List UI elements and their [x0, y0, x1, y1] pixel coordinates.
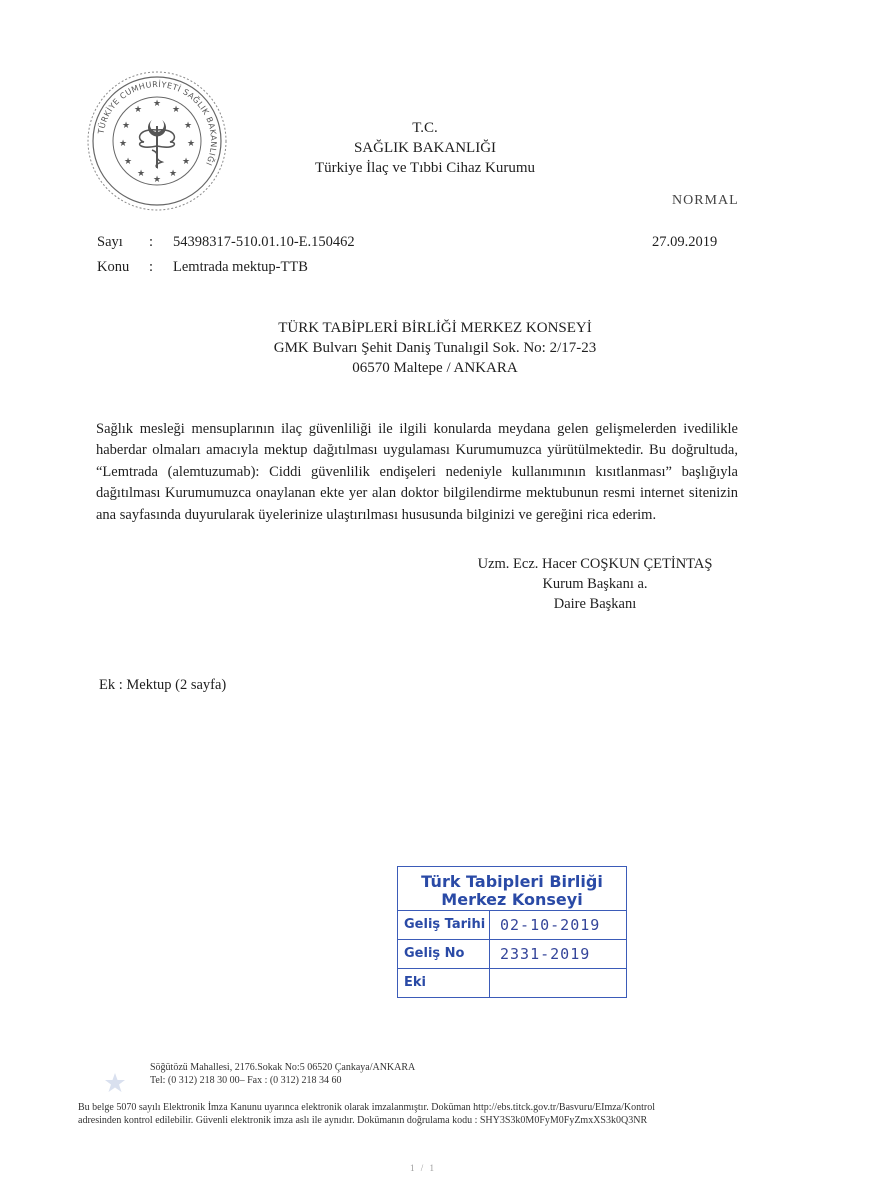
footer-address: Söğütözü Mahallesi, 2176.Sokak No:5 06520 Çankaya/ANKARA — [150, 1062, 416, 1073]
stamp-title-line1: Türk Tabipleri Birliği — [421, 872, 603, 891]
svg-text:★: ★ — [136, 169, 146, 179]
stamp-date-label: Geliş Tarihi — [398, 911, 490, 939]
sayi-separator: : — [149, 234, 154, 250]
recipient-street: GMK Bulvarı Şehit Daniş Tunalıgil Sok. No: 2/17-23 — [273, 340, 597, 356]
svg-text:★: ★ — [181, 157, 191, 167]
letterhead — [260, 118, 590, 178]
header-agency: Türkiye İlaç ve Tıbbi Cihaz Kurumu — [314, 160, 536, 176]
sayi-value: 54398317-510.01.10-E.150462 — [173, 234, 355, 250]
signatory-department: Daire Başkanı — [553, 596, 637, 612]
svg-text:★: ★ — [133, 105, 143, 115]
document-date: 27.09.2019 — [652, 234, 718, 250]
svg-text:★: ★ — [152, 175, 162, 185]
recipient-block — [220, 318, 650, 378]
sayi-label: Sayı — [97, 234, 123, 250]
stamp-row — [398, 969, 626, 997]
letter-body: Sağlık mesleği mensuplarının ilaç güvenliliği ile ilgili konularda meydana gelen gelişmelerden ivedilikle haberdar olmaları amacıyla mektup dağıtılması uygulaması Kurumumuzca yürütülmektedir. Bu doğrultuda, “Lemtrada (alemtuzumab): Ciddi güvenlilik endişeleri nedeniyle kullanımının kısıtlanması” başlığıyla dağıtılması Kurumumuzca onaylanan ekte yer alan doktor bilgilendirme mektubunun resmi internet sitenizin ana sayfasında duyurularak üyelerinize ulaştırılması hususunda bilginizi ve gereğini rica ederim. — [96, 421, 738, 523]
konu-value: Lemtrada mektup-TTB — [173, 259, 308, 275]
stamp-attachment-label: Eki — [398, 969, 490, 997]
svg-text:★: ★ — [186, 139, 196, 149]
stamp-number-value: 2331-2019 — [500, 945, 591, 963]
svg-text:★: ★ — [118, 139, 128, 149]
signatory-name: Uzm. Ecz. Hacer COŞKUN ÇETİNTAŞ — [477, 556, 713, 572]
svg-text:★: ★ — [123, 157, 133, 167]
stamp-title — [398, 867, 626, 911]
konu-label: Konu — [97, 259, 130, 275]
konu-row — [97, 259, 308, 276]
stamp-row — [398, 940, 626, 969]
svg-text:★: ★ — [183, 121, 193, 131]
seal-ring-text: TÜRKİYE CUMHURİYETİ SAĞLIK BAKANLIĞI — [96, 79, 219, 168]
header-ministry: SAĞLIK BAKANLIĞI — [353, 140, 497, 156]
received-stamp — [397, 866, 627, 998]
stamp-row — [398, 911, 626, 940]
signature-block — [430, 554, 760, 614]
footer-note-line2: adresinden kontrol edilebilir. Güvenli elektronik imza aslı ile aynıdır. Dokümanın doğrulama kodu : SHY3S3k0M0FyM0FyZmxXS3k0Q3NR — [78, 1115, 648, 1126]
recipient-name: TÜRK TABİPLERİ BİRLİĞİ MERKEZ KONSEYİ — [278, 320, 592, 336]
footer-note-line1: Bu belge 5070 sayılı Elektronik İmza Kanunu uyarınca elektronik olarak imzalanmıştır. Doküman http://ebs.titck.gov.tr/Basvuru/EImza/Kontrol — [78, 1102, 655, 1113]
stamp-number-label: Geliş No — [398, 940, 490, 968]
konu-separator: : — [149, 259, 154, 275]
footer-phone: Tel: (0 312) 218 30 00– Fax : (0 312) 218 34 60 — [150, 1075, 342, 1086]
svg-text:★: ★ — [171, 105, 181, 115]
signatory-title: Kurum Başkanı a. — [542, 576, 648, 592]
header-tc: T.C. — [412, 120, 438, 136]
recipient-city: 06570 Maltepe / ANKARA — [352, 360, 518, 376]
svg-text:★: ★ — [152, 99, 162, 109]
classification-label: NORMAL — [672, 193, 739, 208]
stamp-date-value: 02-10-2019 — [500, 916, 601, 934]
stamp-title-line2: Merkez Konseyi — [441, 890, 583, 909]
svg-text:★: ★ — [168, 169, 178, 179]
svg-text:★: ★ — [121, 121, 131, 131]
ministry-seal-emblem — [86, 70, 228, 212]
sayi-row — [97, 234, 355, 251]
attachment-note: Ek : Mektup (2 sayfa) — [99, 677, 227, 693]
stamp-attachment-value — [490, 969, 626, 997]
watermark-star-icon — [104, 1072, 126, 1094]
page-number: 1 / 1 — [410, 1163, 437, 1173]
footer-esignature-note — [78, 1101, 778, 1127]
